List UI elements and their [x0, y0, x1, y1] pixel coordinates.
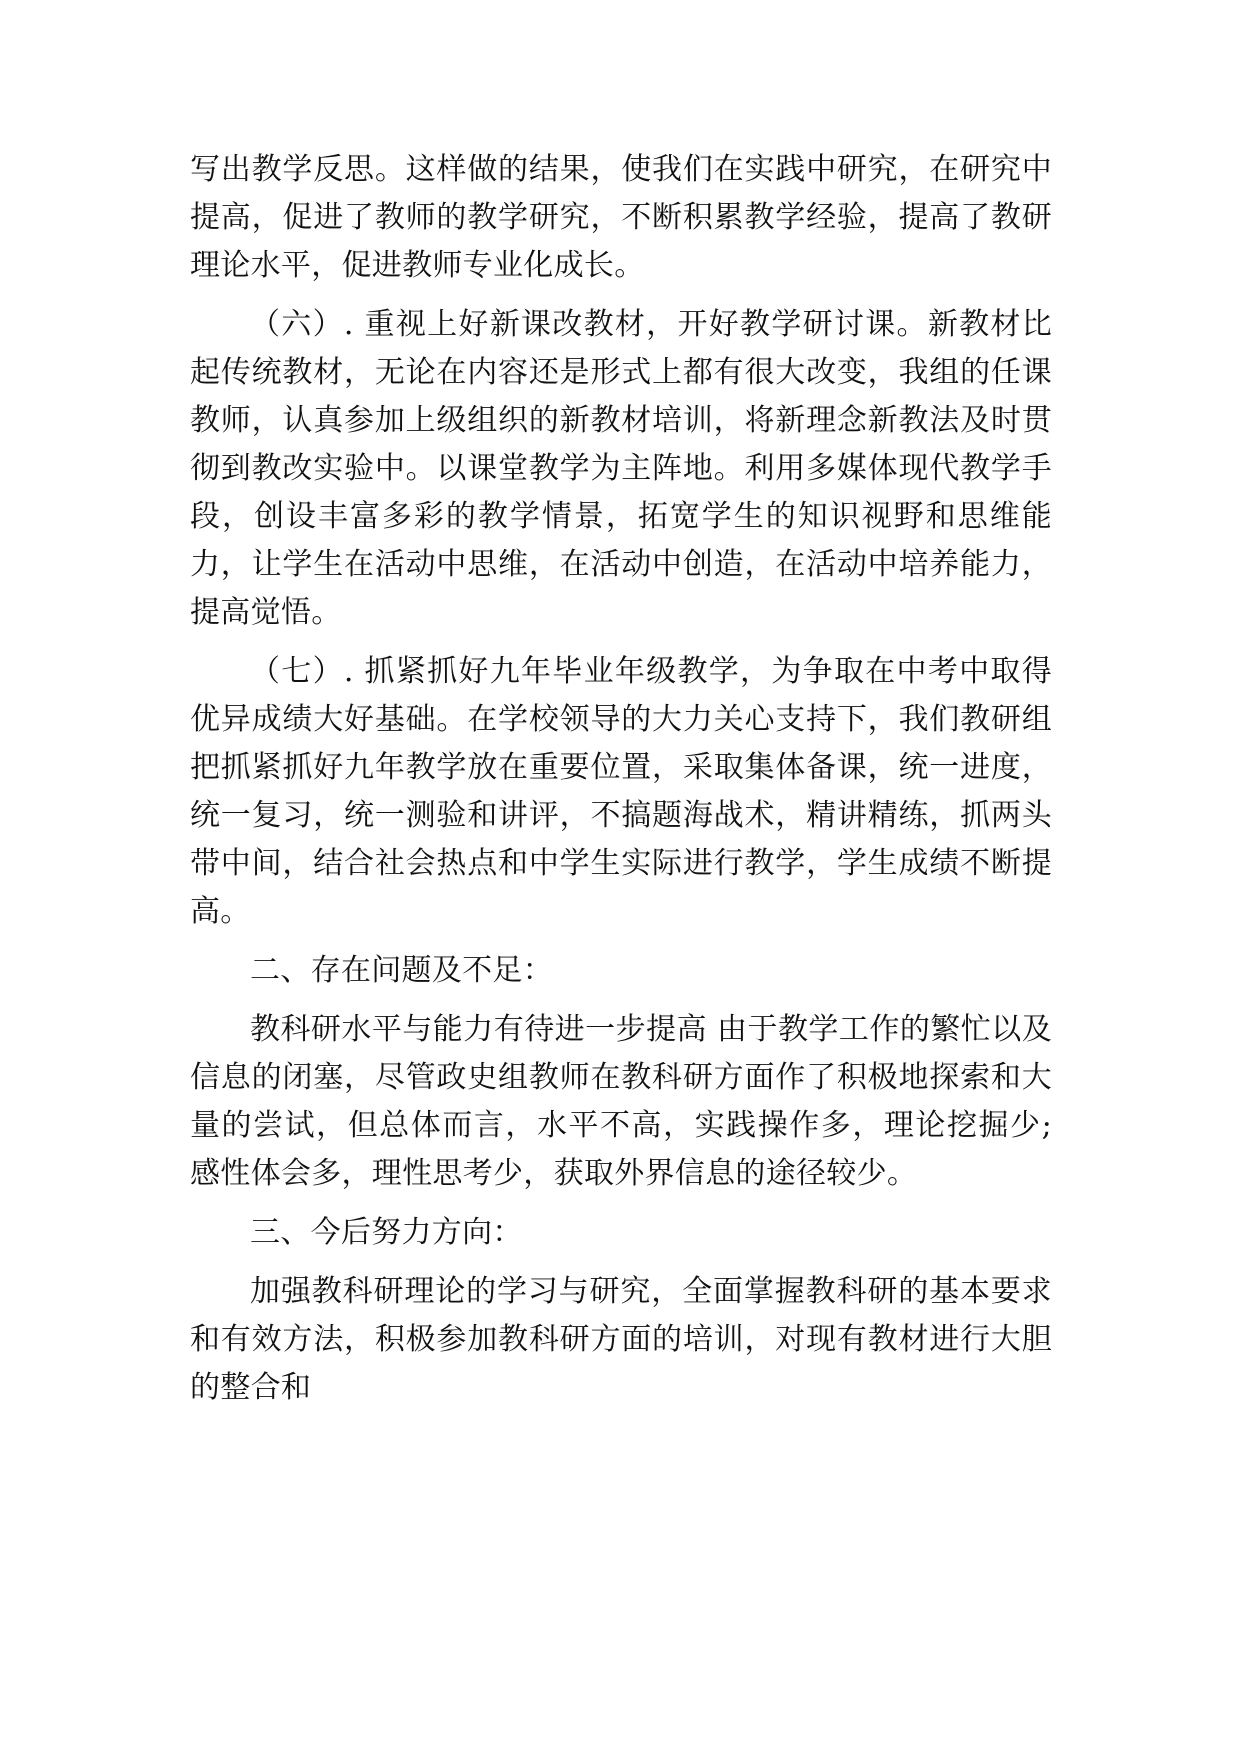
- paragraph-4: 教科研水平与能力有待进一步提高 由于教学工作的繁忙以及信息的闭塞，尽管政史组教师在教科研方面作了积极地探索和大量的尝试，但总体而言，水平不高，实践操作多，理论挖掘少; 感性体会多，理性思考少，获取外界信息的途径较少。: [190, 1012, 1052, 1191]
- paragraph-5: 加强教科研理论的学习与研究，全面掌握教科研的基本要求和有效方法，积极参加教科研方面的培训，对现有教材进行大胆的整合和: [190, 1274, 1052, 1405]
- paragraph-2: （六）. 重视上好新课改教材，开好教学研讨课。新教材比起传统教材，无论在内容还是形式上都有很大改变，我组的任课教师，认真参加上级组织的新教材培训，将新理念新教法及时贯彻到教改实验中。以课堂教学为主阵地。利用多媒体现代教学手段，创设丰富多彩的教学情景，拓宽学生的知识视野和思维能力，让学生在活动中思维，在活动中创造，在活动中培养能力，提高觉悟。: [190, 307, 1052, 630]
- document-body: [190, 146, 1052, 1423]
- paragraph-3: （七）. 抓紧抓好九年毕业年级教学，为争取在中考中取得优异成绩大好基础。在学校领导的大力关心支持下，我们教研组把抓紧抓好九年教学放在重要位置，采取集体备课，统一进度，统一复习，统一测验和讲评，不搞题海战术，精讲精练，抓两头带中间，结合社会热点和中学生实际进行教学，学生成绩不断提高。: [190, 654, 1052, 929]
- paragraph-1: 写出教学反思。这样做的结果，使我们在实践中研究，在研究中提高，促进了教师的教学研究，不断积累教学经验，提高了教研理论水平，促进教师专业化成长。: [190, 152, 1052, 283]
- section-heading-problems: 二、存在问题及不足：: [250, 953, 553, 988]
- section-heading-direction: 三、今后努力方向：: [250, 1215, 523, 1250]
